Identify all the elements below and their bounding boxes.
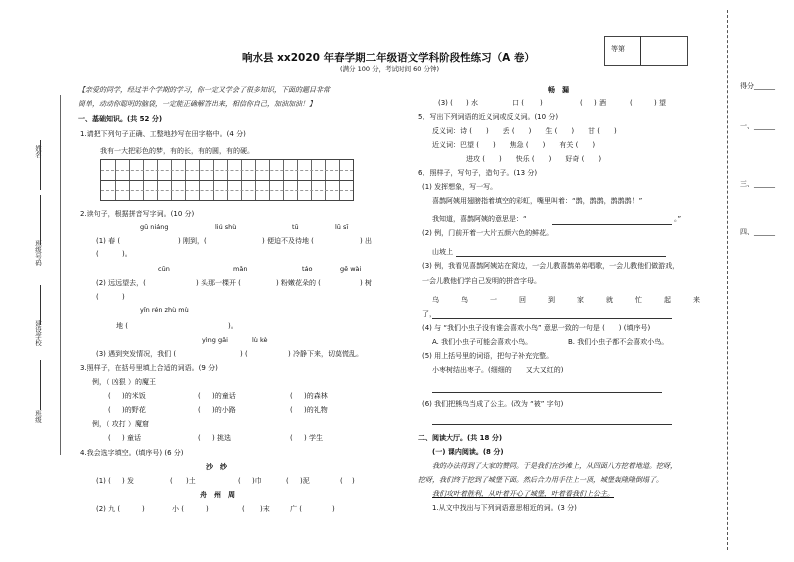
- row-piece: (: [170, 477, 173, 485]
- q6-5-blank[interactable]: [432, 392, 662, 393]
- row-piece: (: [242, 505, 245, 513]
- q2-line1f: )。: [122, 250, 132, 258]
- section2-heading: 二、阅读大厅。(共 18 分): [418, 434, 503, 442]
- scramble-char: 鸟: [461, 296, 468, 304]
- scramble-char: 乌: [432, 296, 439, 304]
- right-sec1-label: 一、______: [740, 122, 775, 130]
- q2-line2e: (: [96, 293, 99, 301]
- row-piece: ): [352, 477, 355, 485]
- row-piece: ) 水: [466, 99, 478, 107]
- q2-pinyin-1c: tū: [292, 223, 299, 231]
- margin-name-line: [40, 140, 41, 190]
- row-piece: (2) 九 (: [96, 505, 121, 513]
- grid-guide-line: [101, 170, 353, 171]
- q3-example-2: 例，（ 攻打 ）魔窟: [92, 420, 149, 428]
- q6-6: (6) 我们把熊鸟当成了公主。(改为 “被” 字句): [422, 400, 564, 408]
- q2-pinyin-4: yìng gǎi: [202, 336, 228, 344]
- q1-sentence: 我有一大把彩色的梦，有的长，有的圆，有的硬。: [100, 147, 254, 155]
- scramble-char: 来: [693, 296, 700, 304]
- q2-pinyin-1a: gū niáng: [140, 223, 169, 231]
- row-piece: (: [290, 392, 293, 400]
- row-piece: ) 童话: [122, 434, 141, 442]
- scramble-char: 起: [664, 296, 671, 304]
- q2-line4b: ) (: [240, 350, 248, 358]
- row-piece: 口 (: [512, 99, 524, 107]
- q6-3: (3) 例，我看见喜鹊阿姨站在窝边，一会儿教喜鹊弟弟唱歌，一会儿教他们做游戏，: [422, 262, 680, 270]
- scramble-char: 到: [548, 296, 555, 304]
- q2-pinyin-2b: mǎn: [233, 265, 248, 273]
- row-piece: (: [108, 392, 111, 400]
- q2-prompt: 2.读句子，根据拼音写字词。(10 分): [80, 210, 195, 218]
- grade-box-divider: [640, 36, 641, 65]
- q3-prompt: 3.照样子，在括号里填上合适的词语。(9 分): [80, 364, 218, 372]
- q2-pinyin-2c: táo: [302, 265, 313, 273]
- row-piece: )的野花: [122, 406, 146, 414]
- q6-2: (2) 例，门前开着一大片五颜六色的鲜花。: [422, 229, 554, 237]
- passage-line-1: 我的办法得到了大家的赞同。于是我们在沙滩上，从四面八方挖着地道。挖呀，: [432, 462, 677, 470]
- q6-3b: 一会儿教他们学自己发明的拼音字母。: [422, 277, 541, 285]
- q6-1b: 我知道，喜鹊阿姨的意思是：“: [432, 215, 527, 223]
- tianzige-grid[interactable]: [100, 159, 354, 201]
- q2-pinyin-3: yǐn rén zhù mù: [140, 306, 189, 314]
- row-piece: )土: [186, 477, 196, 485]
- q1-prompt: 1.请把下列句子正确、工整地抄写在田字格中。(4 分): [80, 130, 246, 138]
- row-piece: )末: [260, 505, 270, 513]
- margin-field-line-2: [40, 285, 41, 325]
- row-piece: ): [332, 505, 335, 513]
- row-piece: ) 学生: [304, 434, 323, 442]
- margin-seat-label: 班级: [34, 410, 42, 423]
- passage-line-3: 我们攻叶着胜利，从叶着开心了城堡，叶着看我们上公主。: [432, 490, 614, 498]
- margin-class-label: 班级号码: [34, 240, 42, 266]
- scramble-char: 就: [606, 296, 613, 304]
- row-piece: )的小路: [212, 406, 236, 414]
- row-piece: (: [580, 99, 583, 107]
- q2-pinyin-1b: liú shù: [215, 223, 237, 231]
- row-piece: ) 挑选: [212, 434, 231, 442]
- intro-line-2: 简单，动动你聪明的脑袋，一定能正确解答出来，相信你自己，加油加油！】: [78, 100, 316, 108]
- row-piece: ) 酒: [594, 99, 606, 107]
- q2-line1d: ) 出: [360, 237, 372, 245]
- right-score-label: 得分______: [740, 82, 775, 90]
- row-piece: (: [238, 477, 241, 485]
- intro-line-1: 【亲爱的同学，经过半个学期的学习，你一定又学会了很多知识，下面的题目非常: [78, 86, 330, 94]
- row-piece: (: [290, 434, 293, 442]
- binding-line-left: [60, 95, 61, 455]
- q6-prompt: 6．照样子，写句子，造句子。(13 分): [418, 169, 538, 177]
- q6-4a: A. 我们小虫子可能会喜欢小鸟。: [432, 338, 533, 346]
- q2-line1a: (1) 春 (: [96, 237, 121, 245]
- q6-2a: 山坡上: [432, 248, 453, 256]
- q2-line2a: (2) 远远望去，(: [96, 279, 146, 287]
- q2-line1b: ) 刚到，(: [178, 237, 207, 245]
- row-piece: (: [108, 406, 111, 414]
- row-piece: (: [290, 406, 293, 414]
- q5-antonyms: 反义词：诗 ( ) 丢 ( ) 生 ( ) 甘 ( ): [432, 127, 617, 135]
- q2-line2d: ) 树: [360, 279, 372, 287]
- q6-1: (1) 发挥想象，写一写。: [422, 183, 498, 191]
- scramble-char: 家: [577, 296, 584, 304]
- passage-line-2: 挖呀，我们终于挖到了城堡下面。然后合力用手往上一顶，城堡轰隆隆倒塌了。: [418, 476, 663, 484]
- row-piece: ) 发: [122, 477, 134, 485]
- q5-synonyms-1: 近义词：巴望 ( ) 焦急 ( ) 有关 ( ): [432, 141, 596, 149]
- row-piece: (: [630, 99, 633, 107]
- row-piece: (1) (: [96, 477, 111, 485]
- q4-chars-1: 沙 纱: [206, 463, 227, 471]
- row-piece: (: [286, 477, 289, 485]
- q6-2a-blank[interactable]: [456, 256, 666, 257]
- q4-prompt: 4.我会选字填空。(填序号) (6 分): [80, 449, 184, 457]
- q2-line3a: 地 (: [116, 322, 128, 330]
- q6-4b: B. 我们小虫子都不会喜欢小鸟。: [568, 338, 669, 346]
- scramble-char: 回: [519, 296, 526, 304]
- q6-6-blank[interactable]: [432, 424, 672, 425]
- row-piece: 广 (: [290, 505, 302, 513]
- row-piece: (: [198, 406, 201, 414]
- reading-q1: 1.从文中找出与下列词语意思相近的词。(3 分): [432, 504, 577, 512]
- q5-synonyms-2: 进攻 ( ) 快乐 ( ) 好奇 ( ): [466, 155, 602, 163]
- scramble-char: 忙: [635, 296, 642, 304]
- q6-scramble-end: 了，: [422, 310, 436, 318]
- right-sec3-label: 四、______: [740, 228, 775, 236]
- q2-line4a: (3) 遇到突发情况，我们 (: [96, 350, 177, 358]
- q6-5: (5) 用上括号里的词语，把句子补充完整。: [422, 352, 554, 360]
- q6-1a: 喜鹊阿姨用翅膀指着填空的彩虹，嘴里叫着：“鹊，鹊鹊，鹊鹊鹊！”: [432, 197, 643, 205]
- q6-1b-end: 。”: [674, 215, 682, 223]
- margin-field-line-1: [40, 195, 41, 245]
- binding-line-right: [727, 10, 728, 550]
- row-piece: ): [142, 505, 145, 513]
- q6-1b-blank[interactable]: [552, 224, 672, 225]
- row-piece: 小 (: [172, 505, 184, 513]
- q5-prompt: 5．写出下列词语的近义词或反义词。(10 分): [418, 113, 559, 121]
- q2-line4c: ) 冷静下来，切莫慌乱。: [288, 350, 363, 358]
- row-piece: )的礼物: [304, 406, 328, 414]
- q2-line2b: ) 头那一棵开 (: [196, 279, 241, 287]
- chars-top: 畅 漏: [548, 86, 569, 94]
- row-piece: (: [340, 477, 343, 485]
- grid-mid-line: [101, 180, 353, 181]
- section1-heading: 一、基础知识。(共 52 分): [78, 115, 163, 123]
- row-piece: (: [108, 434, 111, 442]
- q6-4: (4) 与 “我们小虫子没有谁会喜欢小鸟” 意思一致的一句是 ( ) (填序号): [422, 324, 651, 332]
- q4-chars-2: 舟 州 周: [200, 491, 235, 499]
- q2-line2f: ): [122, 293, 125, 301]
- row-piece: )泥: [300, 477, 310, 485]
- q2-pinyin-2d: gē wài: [340, 265, 362, 273]
- q2-line1e: (: [96, 250, 99, 258]
- margin-school-label: 建设学校: [34, 320, 42, 346]
- scramble-char: 一: [490, 296, 497, 304]
- q6-3-blank[interactable]: [432, 318, 672, 319]
- row-piece: )的森林: [304, 392, 328, 400]
- row-piece: (: [198, 434, 201, 442]
- row-piece: )的童话: [212, 392, 236, 400]
- q2-line2c: ) 粉嫩花朵的 (: [276, 279, 321, 287]
- margin-field-line-3: [40, 360, 41, 410]
- row-piece: ) 望: [654, 99, 666, 107]
- grid-guide-line: [101, 190, 353, 191]
- q3-example-1: 例，（ 凶狠 ）的魔王: [92, 378, 156, 386]
- row-piece: )巾: [252, 477, 262, 485]
- margin-name-label: 姓名: [34, 145, 42, 158]
- page-title: 响水县 xx2020 年春学期二年级语文学科阶段性练习（A 卷）: [242, 52, 535, 64]
- q6-5a: 小枣树结出枣子。(细细的 又大又红的): [432, 366, 564, 374]
- q2-pinyin-1d: lū sī: [335, 223, 349, 231]
- page-subtitle: (满分 100 分，考试时间 60 分钟): [340, 65, 440, 73]
- q2-line3b: )。: [228, 322, 238, 330]
- right-sec2-label: 三、______: [740, 180, 775, 188]
- row-piece: (3) (: [438, 99, 453, 107]
- q2-pinyin-4b: lù kè: [252, 336, 268, 344]
- section2-subheading: (一) 课内阅读。(8 分): [432, 448, 504, 456]
- row-piece: ): [206, 505, 209, 513]
- row-piece: (: [198, 392, 201, 400]
- row-piece: )的米饭: [122, 392, 146, 400]
- grade-label: 等第: [611, 45, 625, 53]
- q2-line1c: ) 便迫不及待地 (: [262, 237, 314, 245]
- q2-pinyin-2a: cūn: [158, 265, 170, 273]
- row-piece: ): [540, 99, 543, 107]
